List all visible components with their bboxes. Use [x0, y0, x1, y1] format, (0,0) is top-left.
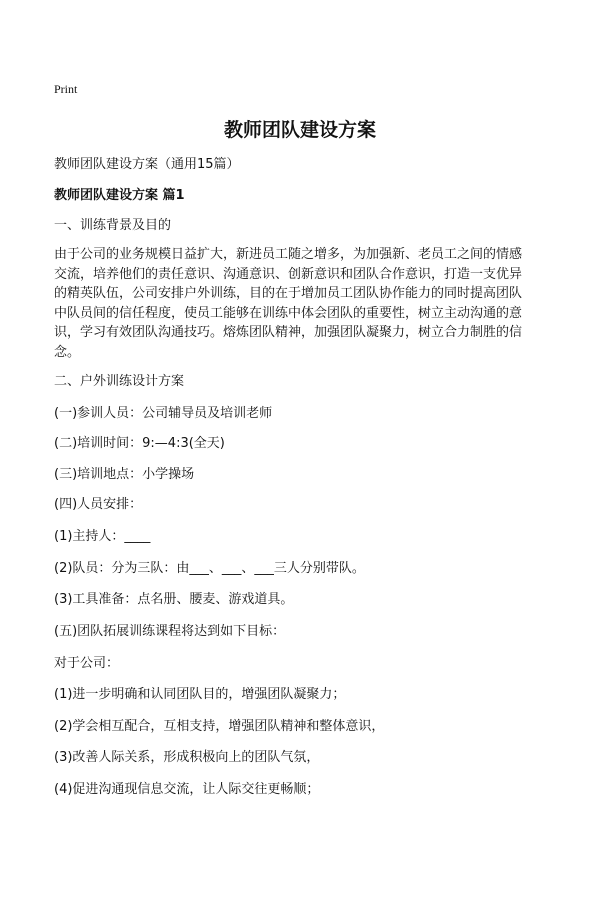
list-item: (4)促进沟通现信息交流，让人际交往更畅顺；	[54, 782, 320, 797]
page-title: 教师团队建设方案	[223, 119, 376, 141]
list-item: (3)工具准备：点名册、腰麦、游戏道具。	[54, 592, 294, 607]
list-item: (2)队员：分为三队：由___、___、___三人分别带队。	[54, 561, 365, 576]
list-item: (三)培训地点：小学操场	[54, 467, 195, 482]
paragraph-background	[54, 245, 550, 362]
paragraph-line: 由于公司的业务规模日益扩大，新进员工随之增多，为加强新、老员工之间的情感	[54, 247, 523, 262]
list-item: (2)学会相互配合，互相支持，增强团队精神和整体意识，	[54, 719, 385, 734]
paragraph-line: 中队员间的信任程度，使员工能够在训练中体会团队的重要性，树立主动沟通的意	[54, 305, 523, 321]
paragraph-line: 的精英队伍，公司安排户外训练，目的在于增加员工团队协作能力的同时提高团队	[54, 286, 523, 301]
list-item: (二)培训时间：9:—4:3(全天)	[54, 436, 225, 451]
list-item: (四)人员安排：	[54, 497, 143, 512]
paragraph-line: 念。	[54, 344, 81, 360]
heading-training-background: 一、训练背景及目的	[54, 218, 172, 233]
document-subtitle: 教师团队建设方案（通用15篇）	[54, 157, 240, 172]
list-item: (一)参训人员：公司辅导员及培训老师	[54, 406, 273, 421]
list-item: (1)主持人：____	[54, 529, 151, 544]
heading-outdoor-plan: 二、户外训练设计方案	[54, 374, 185, 389]
section-heading: 教师团队建设方案 篇1	[54, 188, 185, 203]
paragraph-line: 交流，培养他们的责任意识、沟通意识、创新意识和团队合作意识，打造一支优异	[54, 266, 523, 282]
list-item: (1)进一步明确和认同团队目的，增强团队凝聚力；	[54, 687, 346, 702]
list-item: (3)改善人际关系，形成积极向上的团队气氛，	[54, 750, 320, 765]
paragraph-line: 识，学习有效团队沟通技巧。熔炼团队精神，加强团队凝聚力，树立合力制胜的信	[54, 325, 523, 340]
list-item: 对于公司：	[54, 656, 120, 671]
list-item: (五)团队拓展训练课程将达到如下目标：	[54, 624, 286, 639]
print-label: Print	[54, 82, 78, 96]
